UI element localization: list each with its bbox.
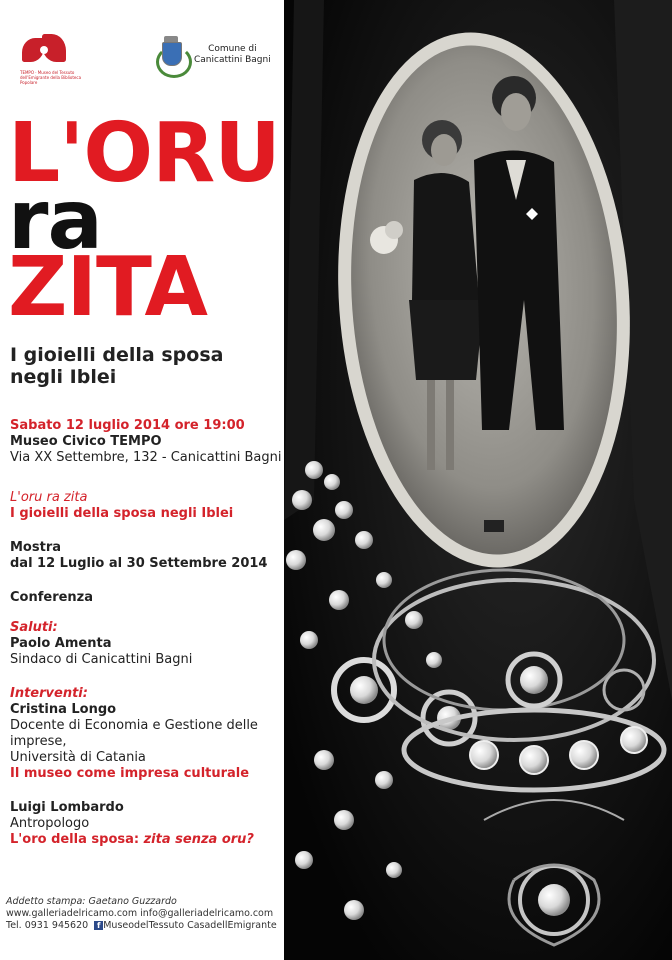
vintage-photo-with-jewelry	[284, 0, 672, 960]
event-info	[10, 418, 300, 858]
interventi-label: Interventi:	[10, 686, 88, 701]
saluti-label: Saluti:	[10, 620, 58, 635]
event-details	[10, 418, 300, 466]
photo-illustration	[284, 0, 672, 960]
saluti-role: Sindaco di Canicattini Bagni	[10, 652, 193, 667]
coat-of-arms-icon	[156, 36, 186, 74]
poster-title	[8, 106, 280, 336]
speaker1-name: Cristina Longo	[10, 702, 117, 717]
tempo-logo-icon	[20, 32, 70, 68]
speaker1-role-1: Docente di Economia e Gestione delle imprese,	[10, 718, 258, 749]
mostra-dates: dal 12 Luglio al 30 Settembre 2014	[10, 556, 268, 571]
mostra-section	[10, 540, 300, 572]
speaker1-role-2: Università di Catania	[10, 750, 146, 765]
press-contact: Addetto stampa: Gaetano Guzzardo	[6, 896, 177, 907]
speaker2-role: Antropologo	[10, 816, 90, 831]
comune-name: Comune di Canicattini Bagni	[194, 44, 271, 65]
event-date: Sabato 12 luglio 2014 ore 19:00	[10, 418, 245, 433]
speaker2-section	[10, 800, 300, 848]
saluti-section	[10, 620, 300, 668]
facebook-page: MuseodelTessuto CasadellEmigrante	[103, 920, 277, 931]
speaker1-talk: Il museo come impresa culturale	[10, 766, 250, 781]
title-line-2: ra	[8, 173, 102, 269]
poster-subtitle: I gioielli della sposa negli Iblei	[10, 344, 224, 388]
title-line-3: ZITA	[8, 240, 207, 336]
facebook-icon: f	[94, 921, 103, 930]
tempo-museum-logo	[20, 32, 82, 85]
event-address: Via XX Settembre, 132 - Canicattini Bagni	[10, 450, 282, 465]
comune-logo	[156, 36, 271, 74]
title-line-1: L'ORU	[8, 106, 280, 201]
speaker2-talk: L'oro della sposa: zita senza oru?	[10, 832, 254, 847]
exhibit-title: L'oru ra zita I gioielli della sposa negli Iblei	[10, 490, 234, 521]
interventi-section	[10, 686, 300, 782]
tel-contact: Tel. 0931 945620 f MuseodelTessuto CasadellEmigrante	[6, 920, 277, 931]
mostra-label: Mostra	[10, 540, 62, 555]
saluti-name: Paolo Amenta	[10, 636, 112, 651]
tempo-logo-caption: TEMPO · Museo del Tessuto dell'Emigrante della Biblioteca Popolare	[20, 70, 82, 85]
event-venue: Museo Civico TEMPO	[10, 434, 162, 449]
conferenza-label: Conferenza	[10, 590, 94, 605]
speaker2-name: Luigi Lombardo	[10, 800, 124, 815]
poster-footer	[6, 896, 277, 932]
web-contact: www.galleriadelricamo.com info@galleriadelricamo.com	[6, 908, 274, 919]
